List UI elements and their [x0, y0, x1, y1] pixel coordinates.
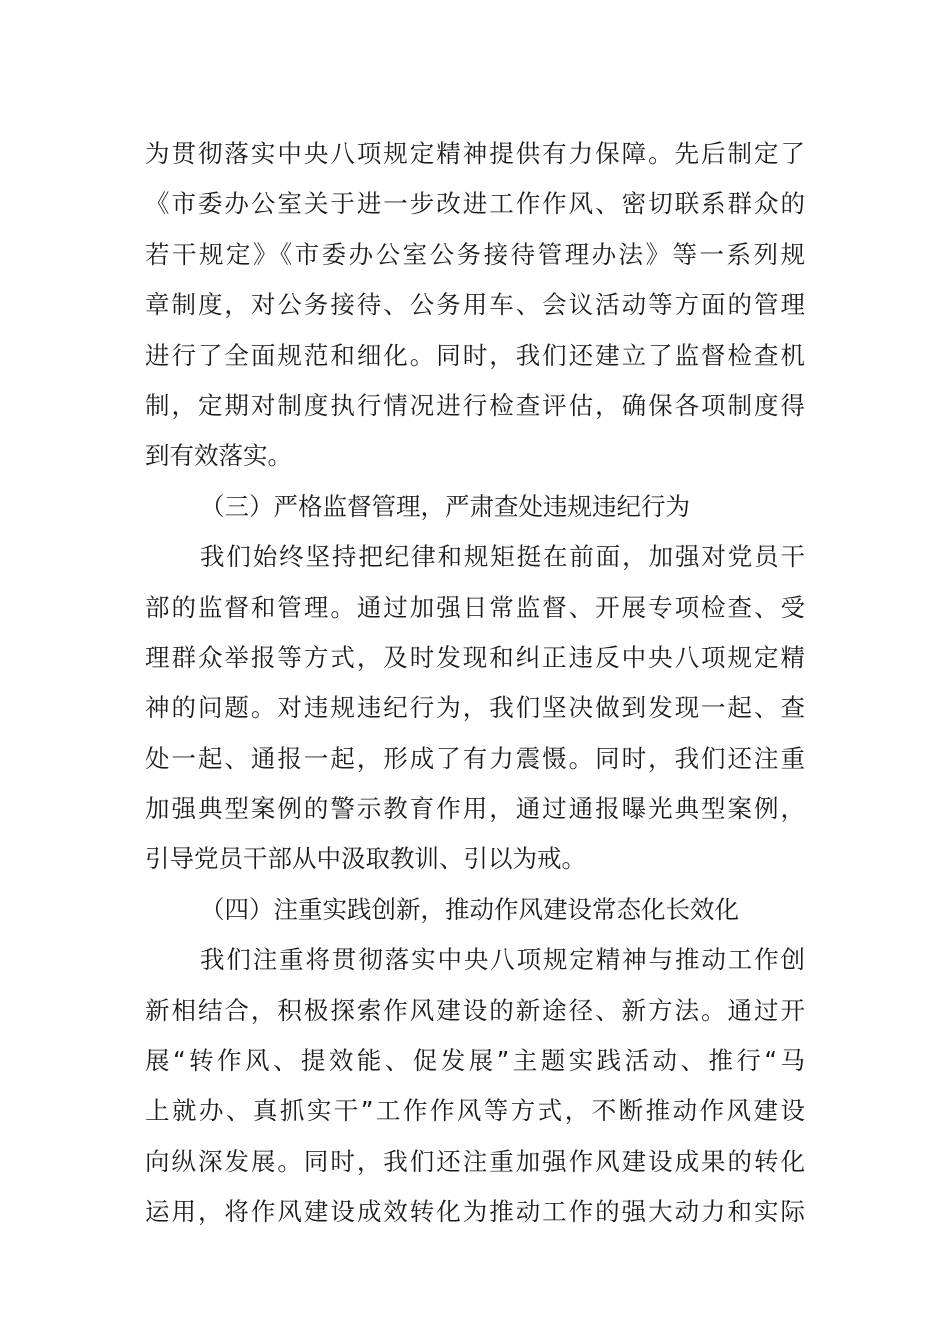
- paragraph-line: 向纵深发展。同时，我们还注重加强作风建设成果的转化: [145, 1146, 805, 1176]
- paragraph-line: 制，定期对制度执行情况进行检查评估，确保各项制度得: [145, 390, 805, 420]
- section-heading: （三）严格监督管理，严肃查处违规违纪行为: [200, 491, 690, 521]
- paragraph-line: 新相结合，积极探索作风建设的新途径、新方法。通过开: [145, 995, 805, 1025]
- paragraph-line: 展“转作风、提效能、促发展”主题实践活动、推行“马: [145, 1046, 805, 1076]
- paragraph-line: 引导党员干部从中汲取教训、引以为戒。: [145, 844, 586, 874]
- paragraph-line: 我们注重将贯彻落实中央八项规定精神与推动工作创: [200, 945, 805, 975]
- paragraph-line: 部的监督和管理。通过加强日常监督、开展专项检查、受: [145, 592, 805, 622]
- paragraph-line: 处一起、通报一起，形成了有力震慑。同时，我们还注重: [145, 743, 805, 773]
- body-text: [145, 129, 805, 1238]
- paragraph-line: 运用，将作风建设成效转化为推动工作的强大动力和实际: [145, 1197, 805, 1227]
- paragraph-line: 为贯彻落实中央八项规定精神提供有力保障。先后制定了: [145, 139, 805, 168]
- paragraph-line: 我们始终坚持把纪律和规矩挺在前面，加强对党员干: [200, 542, 805, 572]
- paragraph-line: 章制度，对公务接待、公务用车、会议活动等方面的管理: [145, 290, 805, 320]
- paragraph-line: 理群众举报等方式，及时发现和纠正违反中央八项规定精: [145, 642, 805, 672]
- paragraph-line: 到有效落实。: [145, 441, 292, 471]
- paragraph-line: 《市委办公室关于进一步改进工作作风、密切联系群众的: [145, 189, 805, 219]
- paragraph-line: 加强典型案例的警示教育作用，通过通报曝光典型案例，: [145, 794, 805, 824]
- paragraph-line: 上就办、真抓实干”工作作风等方式，不断推动作风建设: [145, 1096, 805, 1126]
- paragraph-line: 神的问题。对违规违纪行为，我们坚决做到发现一起、查: [145, 693, 805, 723]
- paragraph-line: 进行了全面规范和细化。同时，我们还建立了监督检查机: [145, 340, 805, 370]
- paragraph-line: 若干规定》《市委办公室公务接待管理办法》等一系列规: [145, 239, 805, 269]
- section-heading: （四）注重实践创新，推动作风建设常态化长效化: [200, 894, 739, 924]
